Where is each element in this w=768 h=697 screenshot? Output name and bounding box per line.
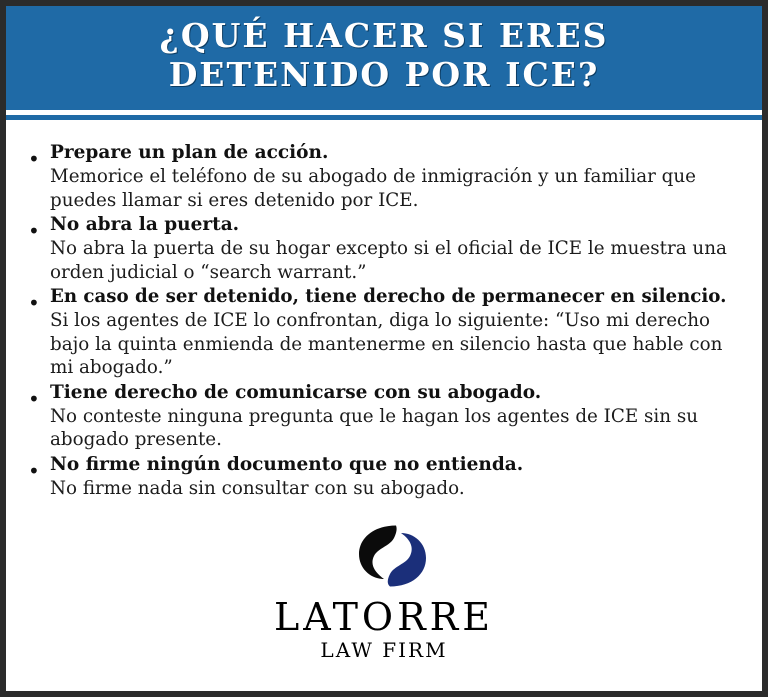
header-title-line-2: DETENIDO POR ICE?	[168, 55, 600, 94]
header-title-line-1: ¿QUÉ HACER SI ERES	[159, 16, 609, 55]
tip-item-lawyer	[6, 381, 762, 452]
tip-title: No abra la puerta.	[50, 214, 240, 235]
bullet-icon: •	[28, 386, 40, 411]
bullet-icon: •	[28, 219, 40, 243]
tip-title: No firme ningún documento que no entienda.	[50, 453, 524, 475]
bullet-icon: •	[28, 291, 40, 315]
tip-title: Tiene derecho de comunicarse con su abogado.	[50, 381, 542, 403]
tip-body: No conteste ninguna pregunta que le hagan los agentes de ICE sin su abogado presente.	[50, 405, 698, 450]
tip-body: No abra la puerta de su hogar excepto si el oficial de ICE le muestra una orden judicial o “search warrant.”	[50, 238, 727, 283]
tip-title: Prepare un plan de acción.	[50, 142, 329, 163]
tip-item-door	[6, 213, 762, 284]
tips-list	[6, 141, 762, 501]
tip-item-silence	[6, 285, 762, 380]
tip-item-plan	[6, 141, 762, 212]
firm-name: LATORRE	[273, 595, 495, 639]
swirl-logo-icon	[356, 524, 428, 588]
tip-item-sign	[6, 453, 762, 501]
bullet-icon: •	[28, 147, 40, 171]
tip-title: En caso de ser detenido, tiene derecho de permanecer en silencio.	[50, 286, 727, 307]
tip-body: Si los agentes de ICE lo confrontan, diga lo siguiente: “Uso mi derecho bajo la quinta enmienda de mantenerme en silencio hasta que hable con mi abogado.”	[50, 310, 723, 378]
law-firm-logo	[6, 524, 762, 674]
firm-subtitle: LAW FIRM	[320, 638, 448, 662]
header-banner	[6, 6, 762, 110]
tip-body: Memorice el teléfono de su abogado de inmigración y un familiar que puedes llamar si eres detenido por ICE.	[50, 166, 696, 211]
bullet-icon: •	[28, 458, 40, 483]
tip-body: No firme nada sin consultar con su abogado.	[50, 477, 465, 499]
header-divider-blue	[6, 115, 762, 120]
